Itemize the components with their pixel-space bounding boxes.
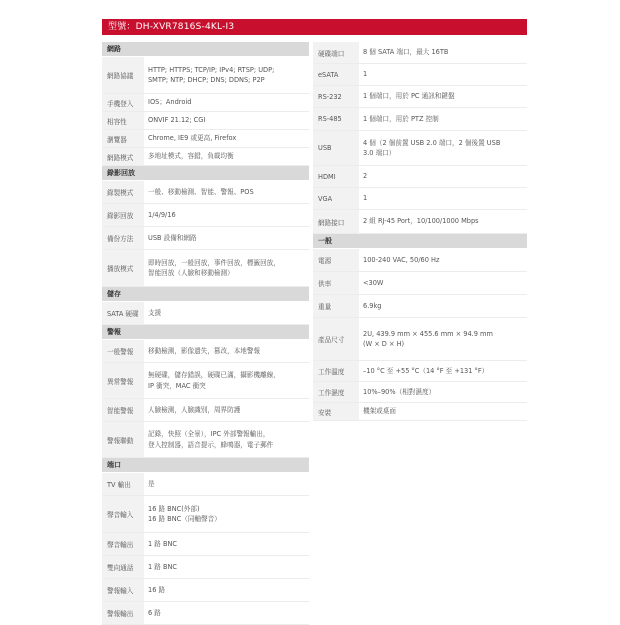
- spec-label: 瀏覽器: [102, 130, 144, 147]
- spec-row: [102, 422, 309, 458]
- spec-value: 1/4/9/16: [144, 204, 309, 226]
- spec-label: 聲音輸出: [102, 533, 144, 555]
- spec-value: 2: [359, 166, 527, 187]
- spec-label: 雙向通話: [102, 556, 144, 578]
- spec-value: 1 路 BNC: [144, 556, 309, 578]
- spec-value: 2 組 RJ-45 Port，10/100/1000 Mbps: [359, 210, 527, 233]
- spec-value: –10 °C 至 +55 °C（14 °F 至 +131 °F）: [359, 361, 527, 381]
- model-title-bar: [102, 19, 527, 35]
- spec-row: [313, 272, 527, 295]
- spec-label: 警報聯動: [102, 422, 144, 457]
- spec-value: <30W: [359, 272, 527, 294]
- spec-value: USB 設備和網路: [144, 227, 309, 249]
- spec-row: [313, 86, 527, 108]
- spec-label: RS-485: [313, 108, 359, 130]
- spec-value: 人臉檢測，人臉識別，周界防護: [144, 399, 309, 421]
- spec-value: HTTP; HTTPS; TCP/IP; IPv4; RTSP; UDP; SMTP; NTP; DHCP; DNS; DDNS; P2P: [144, 57, 309, 93]
- spec-value: 1 個端口，用於 PTZ 控制: [359, 108, 527, 130]
- section-header: 端口: [102, 458, 309, 473]
- spec-label: 工作濕度: [313, 382, 359, 402]
- spec-row: [102, 340, 309, 363]
- spec-value: 1 路 BNC: [144, 533, 309, 555]
- spec-value: 16 路 BNC(外部) 16 路 BNC（同軸聲音）: [144, 496, 309, 532]
- spec-value: IOS；Android: [144, 94, 309, 111]
- spec-value: 是: [144, 473, 309, 495]
- spec-row: [102, 250, 309, 287]
- spec-row: [102, 556, 309, 579]
- spec-row: [102, 496, 309, 533]
- spec-label: RS-232: [313, 86, 359, 107]
- spec-value: 移動檢測，影像遺失，篡改，本地警報: [144, 340, 309, 362]
- spec-value: 2U, 439.9 mm × 455.6 mm × 94.9 mm (W × D × H): [359, 318, 527, 360]
- spec-row: [102, 112, 309, 130]
- spec-row: [313, 318, 527, 361]
- spec-label: 異常警報: [102, 363, 144, 398]
- spec-label: 警報輸入: [102, 579, 144, 601]
- spec-label: 工作溫度: [313, 361, 359, 381]
- spec-label: 供率: [313, 272, 359, 294]
- spec-row: [102, 57, 309, 94]
- spec-label: 一般警報: [102, 340, 144, 362]
- spec-value: 6.9kg: [359, 295, 527, 317]
- spec-label: 安裝: [313, 403, 359, 420]
- spec-label: HDMI: [313, 166, 359, 187]
- spec-label: 錄製模式: [102, 181, 144, 203]
- spec-row: [102, 302, 309, 325]
- model-title: 型號：DH-XVR7816S-4KL-I3: [108, 22, 235, 32]
- section-header: 警報: [102, 325, 309, 340]
- section-header: 儲存: [102, 287, 309, 302]
- spec-row: [102, 363, 309, 399]
- spec-value: 支援: [144, 302, 309, 324]
- spec-value: 多地址模式，容錯，負載均衡: [144, 148, 309, 165]
- spec-label: 重量: [313, 295, 359, 317]
- spec-label: 智能警報: [102, 399, 144, 421]
- spec-row: [313, 166, 527, 188]
- spec-value: 無硬碟，儲存錯誤，硬碟已滿，攝影機離線， IP 衝突，MAC 衝突: [144, 363, 309, 398]
- spec-value: 1 個端口，用於 PC 通訊和鍵盤: [359, 86, 527, 107]
- spec-value: 1: [359, 64, 527, 85]
- section-header: 一般: [313, 234, 527, 249]
- spec-label: 電源: [313, 249, 359, 271]
- spec-row: [313, 64, 527, 86]
- spec-label: 網路模式: [102, 148, 144, 165]
- spec-label: 網路協議: [102, 57, 144, 93]
- section-header: 網路: [102, 42, 309, 57]
- spec-label: TV 輸出: [102, 473, 144, 495]
- spec-label: 產品尺寸: [313, 318, 359, 360]
- spec-value: Chrome, IE9 或更高, Firefox: [144, 130, 309, 147]
- spec-label: 警報輸出: [102, 602, 144, 624]
- spec-label: 播放模式: [102, 250, 144, 286]
- spec-value: 機架或桌面: [359, 403, 527, 420]
- spec-row: [102, 130, 309, 148]
- spec-label: eSATA: [313, 64, 359, 85]
- spec-label: USB: [313, 131, 359, 165]
- spec-label: SATA 硬碟: [102, 302, 144, 324]
- spec-value: 即時回放，一般回放，事件回放，標籤回放， 智能回放（人臉和移動檢測）: [144, 250, 309, 286]
- spec-row: [313, 210, 527, 234]
- spec-row: [102, 602, 309, 625]
- spec-value: 1: [359, 188, 527, 209]
- spec-row: [102, 579, 309, 602]
- spec-label: 手機登入: [102, 94, 144, 111]
- spec-row: [313, 249, 527, 272]
- spec-label: 網路接口: [313, 210, 359, 233]
- spec-row: [313, 361, 527, 382]
- spec-table-right: [313, 42, 527, 421]
- spec-label: 相容性: [102, 112, 144, 129]
- spec-label: 硬碟端口: [313, 42, 359, 63]
- spec-row: [313, 382, 527, 403]
- spec-row: [313, 108, 527, 131]
- spec-row: [313, 131, 527, 166]
- spec-value: 16 路: [144, 579, 309, 601]
- spec-value: 6 路: [144, 602, 309, 624]
- spec-label: 錄影回放: [102, 204, 144, 226]
- spec-value: 8 個 SATA 端口，最大 16TB: [359, 42, 527, 63]
- spec-row: [102, 94, 309, 112]
- spec-row: [313, 295, 527, 318]
- spec-value: 100-240 VAC, 50/60 Hz: [359, 249, 527, 271]
- spec-row: [313, 403, 527, 421]
- spec-row: [102, 204, 309, 227]
- spec-row: [313, 42, 527, 64]
- spec-value: 4 個（2 個前置 USB 2.0 端口，2 個後置 USB 3.0 端口）: [359, 131, 527, 165]
- spec-table-left: [102, 42, 309, 625]
- spec-row: [102, 399, 309, 422]
- spec-row: [313, 188, 527, 210]
- spec-label: 備份方法: [102, 227, 144, 249]
- spec-value: ONVIF 21.12; CGI: [144, 112, 309, 129]
- spec-label: VGA: [313, 188, 359, 209]
- section-header: 錄影回放: [102, 166, 309, 181]
- spec-value: 10%–90%（相對濕度）: [359, 382, 527, 402]
- spec-label: 聲音輸入: [102, 496, 144, 532]
- spec-value: 一般、移動檢測、智能、警報、POS: [144, 181, 309, 203]
- spec-value: 記錄，快照（全景），IPC 外部警報輸出， 登入控制器，語音提示，蜂鳴器，電子郵件: [144, 422, 309, 457]
- spec-row: [102, 148, 309, 166]
- spec-row: [102, 473, 309, 496]
- spec-row: [102, 227, 309, 250]
- spec-row: [102, 181, 309, 204]
- spec-row: [102, 533, 309, 556]
